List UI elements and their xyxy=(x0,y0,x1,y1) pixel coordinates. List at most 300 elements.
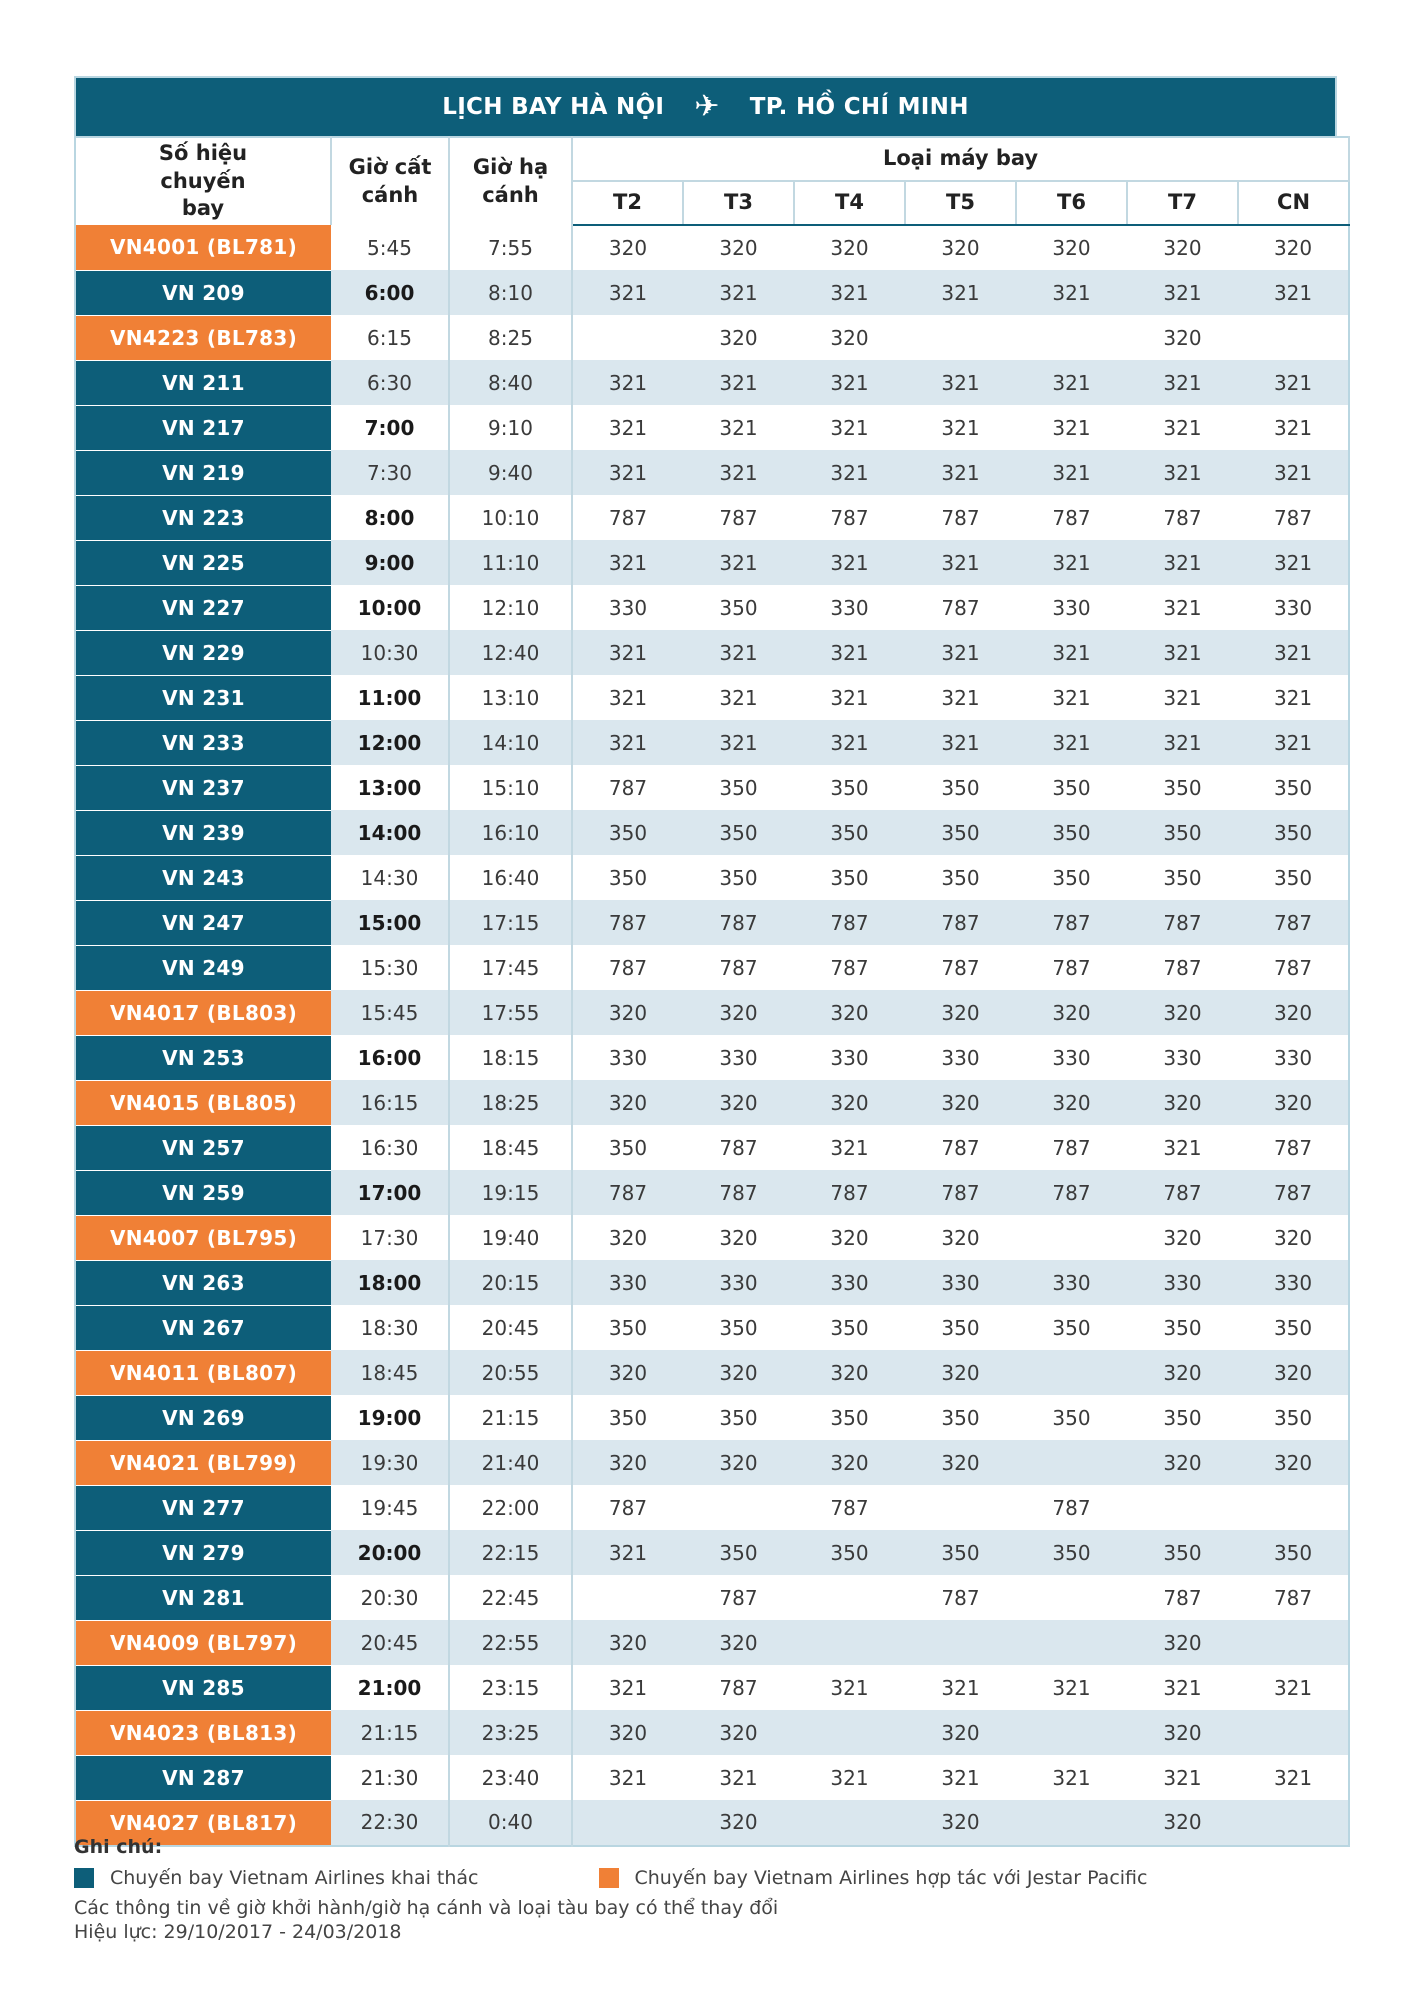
flight-number-cell: VN 269 xyxy=(75,1395,331,1440)
aircraft-cell-cn: 787 xyxy=(1238,1575,1349,1620)
aircraft-cell-t3: 787 xyxy=(683,945,794,990)
aircraft-cell-t5: 321 xyxy=(905,675,1016,720)
table-row xyxy=(75,855,1349,900)
arrival-time-cell: 15:10 xyxy=(449,765,572,810)
aircraft-cell-t3: 321 xyxy=(683,405,794,450)
arrival-time-cell: 12:10 xyxy=(449,585,572,630)
departure-time-cell: 9:00 xyxy=(331,540,449,585)
aircraft-cell-t7: 321 xyxy=(1127,360,1238,405)
aircraft-cell-t2: 321 xyxy=(572,1530,683,1575)
aircraft-cell-t2: 321 xyxy=(572,1665,683,1710)
aircraft-cell-cn: 350 xyxy=(1238,1395,1349,1440)
table-row xyxy=(75,1350,1349,1395)
aircraft-cell-t3: 321 xyxy=(683,630,794,675)
aircraft-cell-t7: 320 xyxy=(1127,1080,1238,1125)
aircraft-cell-cn: 321 xyxy=(1238,1665,1349,1710)
aircraft-cell-t7: 320 xyxy=(1127,1440,1238,1485)
aircraft-cell-t5: 787 xyxy=(905,1170,1016,1215)
aircraft-cell-t4: 321 xyxy=(794,630,905,675)
header-arrival xyxy=(449,137,572,225)
aircraft-cell-t6: 787 xyxy=(1016,1485,1127,1530)
flight-schedule-table xyxy=(74,136,1350,1847)
flight-number-cell: VN 229 xyxy=(75,630,331,675)
schedule-title-bar xyxy=(74,76,1337,136)
header-day-t6: T6 xyxy=(1016,181,1127,225)
aircraft-cell-t6 xyxy=(1016,1575,1127,1620)
table-row xyxy=(75,225,1349,270)
aircraft-cell-t4: 330 xyxy=(794,1260,905,1305)
aircraft-cell-cn: 321 xyxy=(1238,630,1349,675)
aircraft-cell-t4: 787 xyxy=(794,495,905,540)
aircraft-cell-t3: 787 xyxy=(683,495,794,540)
arrival-time-cell: 13:10 xyxy=(449,675,572,720)
table-row xyxy=(75,1125,1349,1170)
table-row xyxy=(75,1395,1349,1440)
aircraft-cell-t4 xyxy=(794,1575,905,1620)
table-row xyxy=(75,1035,1349,1080)
aircraft-cell-t4: 321 xyxy=(794,1755,905,1800)
flight-number-cell: VN 217 xyxy=(75,405,331,450)
table-row xyxy=(75,315,1349,360)
departure-time-cell: 18:30 xyxy=(331,1305,449,1350)
table-row xyxy=(75,270,1349,315)
aircraft-cell-cn: 321 xyxy=(1238,360,1349,405)
flight-number-cell: VN 231 xyxy=(75,675,331,720)
aircraft-cell-t6: 787 xyxy=(1016,945,1127,990)
aircraft-cell-t7: 321 xyxy=(1127,720,1238,765)
departure-time-cell: 16:00 xyxy=(331,1035,449,1080)
flight-number-cell: VN4011 (BL807) xyxy=(75,1350,331,1395)
table-row xyxy=(75,810,1349,855)
table-row xyxy=(75,495,1349,540)
aircraft-cell-t7: 321 xyxy=(1127,270,1238,315)
aircraft-cell-t5 xyxy=(905,1620,1016,1665)
aircraft-cell-cn: 787 xyxy=(1238,1170,1349,1215)
aircraft-cell-t5: 321 xyxy=(905,540,1016,585)
arrival-time-cell: 8:10 xyxy=(449,270,572,315)
aircraft-cell-t4: 321 xyxy=(794,1125,905,1170)
aircraft-cell-cn: 787 xyxy=(1238,945,1349,990)
table-row xyxy=(75,1305,1349,1350)
aircraft-cell-t3: 320 xyxy=(683,1440,794,1485)
aircraft-cell-t5: 350 xyxy=(905,1530,1016,1575)
aircraft-cell-t3: 321 xyxy=(683,360,794,405)
aircraft-cell-t5: 320 xyxy=(905,1080,1016,1125)
aircraft-cell-t3: 321 xyxy=(683,720,794,765)
table-row xyxy=(75,675,1349,720)
flight-number-cell: VN 237 xyxy=(75,765,331,810)
aircraft-cell-t7: 320 xyxy=(1127,225,1238,270)
departure-time-cell: 20:30 xyxy=(331,1575,449,1620)
departure-time-cell: 15:45 xyxy=(331,990,449,1035)
aircraft-cell-cn xyxy=(1238,315,1349,360)
flight-number-cell: VN 219 xyxy=(75,450,331,495)
aircraft-cell-t7: 321 xyxy=(1127,1665,1238,1710)
aircraft-cell-t2: 321 xyxy=(572,270,683,315)
flight-number-cell: VN 249 xyxy=(75,945,331,990)
legend-label-vietnam-airlines: Chuyến bay Vietnam Airlines khai thác xyxy=(110,1867,479,1889)
arrival-time-cell: 9:10 xyxy=(449,405,572,450)
aircraft-cell-t5: 321 xyxy=(905,405,1016,450)
aircraft-cell-t3: 320 xyxy=(683,1620,794,1665)
aircraft-cell-t6: 321 xyxy=(1016,405,1127,450)
header-flight-number xyxy=(75,137,331,225)
aircraft-cell-cn: 787 xyxy=(1238,1125,1349,1170)
table-row xyxy=(75,1755,1349,1800)
table-row xyxy=(75,450,1349,495)
arrival-time-cell: 20:45 xyxy=(449,1305,572,1350)
aircraft-cell-t2: 787 xyxy=(572,1170,683,1215)
flight-number-cell: VN4001 (BL781) xyxy=(75,225,331,270)
arrival-time-cell: 21:40 xyxy=(449,1440,572,1485)
aircraft-cell-t4: 350 xyxy=(794,855,905,900)
aircraft-cell-t2: 321 xyxy=(572,720,683,765)
aircraft-cell-t3: 350 xyxy=(683,1530,794,1575)
departure-time-cell: 17:00 xyxy=(331,1170,449,1215)
aircraft-cell-cn: 350 xyxy=(1238,855,1349,900)
aircraft-cell-cn: 321 xyxy=(1238,675,1349,720)
aircraft-cell-t6: 787 xyxy=(1016,1125,1127,1170)
arrival-time-cell: 23:40 xyxy=(449,1755,572,1800)
aircraft-cell-t2: 320 xyxy=(572,1215,683,1260)
legend-item-jetstar xyxy=(599,1867,1148,1889)
aircraft-cell-t4: 320 xyxy=(794,315,905,360)
aircraft-cell-t3: 350 xyxy=(683,810,794,855)
aircraft-cell-t3: 321 xyxy=(683,1755,794,1800)
aircraft-cell-t7: 787 xyxy=(1127,1170,1238,1215)
departure-time-cell: 7:00 xyxy=(331,405,449,450)
aircraft-cell-t6: 321 xyxy=(1016,540,1127,585)
aircraft-cell-cn: 321 xyxy=(1238,450,1349,495)
aircraft-cell-t5: 320 xyxy=(905,1440,1016,1485)
flight-number-cell: VN4023 (BL813) xyxy=(75,1710,331,1755)
aircraft-cell-t5: 320 xyxy=(905,1710,1016,1755)
aircraft-cell-t4: 321 xyxy=(794,540,905,585)
arrival-time-cell: 23:15 xyxy=(449,1665,572,1710)
flight-number-cell: VN 281 xyxy=(75,1575,331,1620)
aircraft-cell-t2: 350 xyxy=(572,1305,683,1350)
flight-number-cell: VN4007 (BL795) xyxy=(75,1215,331,1260)
arrival-time-cell: 17:45 xyxy=(449,945,572,990)
departure-time-cell: 11:00 xyxy=(331,675,449,720)
header-day-t5: T5 xyxy=(905,181,1016,225)
aircraft-cell-t4: 350 xyxy=(794,810,905,855)
flight-number-cell: VN4027 (BL817) xyxy=(75,1800,331,1846)
table-row xyxy=(75,1260,1349,1305)
aircraft-cell-t5: 320 xyxy=(905,225,1016,270)
aircraft-cell-cn: 350 xyxy=(1238,1530,1349,1575)
aircraft-cell-t2: 321 xyxy=(572,405,683,450)
flight-number-cell: VN 223 xyxy=(75,495,331,540)
aircraft-cell-t7: 321 xyxy=(1127,585,1238,630)
departure-time-cell: 20:00 xyxy=(331,1530,449,1575)
aircraft-cell-t4: 320 xyxy=(794,1215,905,1260)
aircraft-cell-t5 xyxy=(905,1485,1016,1530)
aircraft-cell-t7: 321 xyxy=(1127,540,1238,585)
header-day-cn: CN xyxy=(1238,181,1349,225)
aircraft-cell-t4: 320 xyxy=(794,1350,905,1395)
aircraft-cell-cn: 320 xyxy=(1238,1080,1349,1125)
aircraft-cell-t5: 321 xyxy=(905,270,1016,315)
table-row xyxy=(75,1080,1349,1125)
aircraft-cell-t4: 787 xyxy=(794,1170,905,1215)
validity-text: Hiệu lực: 29/10/2017 - 24/03/2018 xyxy=(74,1921,402,1943)
header-day-t4: T4 xyxy=(794,181,905,225)
arrival-time-cell: 22:55 xyxy=(449,1620,572,1665)
aircraft-cell-t3: 320 xyxy=(683,1350,794,1395)
aircraft-cell-t5: 787 xyxy=(905,1125,1016,1170)
arrival-time-cell: 19:15 xyxy=(449,1170,572,1215)
aircraft-cell-t4: 321 xyxy=(794,270,905,315)
aircraft-cell-cn: 350 xyxy=(1238,765,1349,810)
aircraft-cell-t2: 787 xyxy=(572,900,683,945)
aircraft-cell-t5: 321 xyxy=(905,360,1016,405)
table-row xyxy=(75,720,1349,765)
aircraft-cell-t3: 320 xyxy=(683,1080,794,1125)
arrival-time-cell: 22:00 xyxy=(449,1485,572,1530)
aircraft-cell-t4: 330 xyxy=(794,1035,905,1080)
arrival-time-cell: 17:55 xyxy=(449,990,572,1035)
aircraft-cell-t6: 321 xyxy=(1016,1665,1127,1710)
arrival-time-cell: 11:10 xyxy=(449,540,572,585)
aircraft-cell-t2: 321 xyxy=(572,450,683,495)
table-row xyxy=(75,540,1349,585)
aircraft-cell-t6: 350 xyxy=(1016,1305,1127,1350)
aircraft-cell-t7: 330 xyxy=(1127,1260,1238,1305)
aircraft-cell-t6: 321 xyxy=(1016,675,1127,720)
aircraft-cell-t4: 321 xyxy=(794,675,905,720)
aircraft-cell-t3: 350 xyxy=(683,765,794,810)
aircraft-cell-t4 xyxy=(794,1620,905,1665)
flight-number-cell: VN 287 xyxy=(75,1755,331,1800)
schedule-body xyxy=(75,225,1349,1846)
table-row xyxy=(75,1620,1349,1665)
flight-number-cell: VN 277 xyxy=(75,1485,331,1530)
aircraft-cell-t7: 350 xyxy=(1127,1305,1238,1350)
aircraft-cell-t6 xyxy=(1016,1215,1127,1260)
departure-time-cell: 19:00 xyxy=(331,1395,449,1440)
aircraft-cell-t2: 320 xyxy=(572,1620,683,1665)
table-row xyxy=(75,1710,1349,1755)
aircraft-cell-t2: 330 xyxy=(572,585,683,630)
arrival-time-cell: 10:10 xyxy=(449,495,572,540)
aircraft-cell-t6: 321 xyxy=(1016,630,1127,675)
aircraft-cell-t3: 787 xyxy=(683,1665,794,1710)
aircraft-cell-t7: 330 xyxy=(1127,1035,1238,1080)
aircraft-cell-t6: 321 xyxy=(1016,450,1127,495)
aircraft-cell-cn: 330 xyxy=(1238,1260,1349,1305)
flight-number-cell: VN 253 xyxy=(75,1035,331,1080)
aircraft-cell-t3: 321 xyxy=(683,675,794,720)
header-aircraft-type: Loại máy bay xyxy=(572,137,1349,181)
aircraft-cell-t2: 350 xyxy=(572,1125,683,1170)
aircraft-cell-t2: 321 xyxy=(572,540,683,585)
aircraft-cell-t2: 350 xyxy=(572,855,683,900)
table-row xyxy=(75,1170,1349,1215)
aircraft-cell-t5: 321 xyxy=(905,1665,1016,1710)
aircraft-cell-t5: 330 xyxy=(905,1035,1016,1080)
aircraft-cell-t4: 350 xyxy=(794,1305,905,1350)
aircraft-cell-cn: 320 xyxy=(1238,1440,1349,1485)
aircraft-cell-t7: 321 xyxy=(1127,675,1238,720)
aircraft-cell-t3: 330 xyxy=(683,1260,794,1305)
aircraft-cell-t6 xyxy=(1016,1350,1127,1395)
departure-time-cell: 6:30 xyxy=(331,360,449,405)
departure-time-cell: 6:00 xyxy=(331,270,449,315)
aircraft-cell-t6: 321 xyxy=(1016,360,1127,405)
aircraft-cell-t5: 787 xyxy=(905,495,1016,540)
flight-number-cell: VN 279 xyxy=(75,1530,331,1575)
aircraft-cell-t4: 321 xyxy=(794,405,905,450)
flight-number-cell: VN 257 xyxy=(75,1125,331,1170)
aircraft-cell-t7: 321 xyxy=(1127,405,1238,450)
legend-swatch-vietnam-airlines xyxy=(74,1868,94,1888)
table-row xyxy=(75,1485,1349,1530)
arrival-time-cell: 17:15 xyxy=(449,900,572,945)
flight-number-cell: VN 285 xyxy=(75,1665,331,1710)
arrival-time-cell: 20:55 xyxy=(449,1350,572,1395)
arrival-time-cell: 0:40 xyxy=(449,1800,572,1846)
aircraft-cell-t5: 787 xyxy=(905,1575,1016,1620)
aircraft-cell-t2: 787 xyxy=(572,945,683,990)
aircraft-cell-t3: 787 xyxy=(683,900,794,945)
flight-number-cell: VN 233 xyxy=(75,720,331,765)
aircraft-cell-t2: 320 xyxy=(572,1440,683,1485)
aircraft-cell-t7: 321 xyxy=(1127,1125,1238,1170)
aircraft-cell-t3 xyxy=(683,1485,794,1530)
departure-time-cell: 22:30 xyxy=(331,1800,449,1846)
flight-number-cell: VN 227 xyxy=(75,585,331,630)
aircraft-cell-t3: 321 xyxy=(683,540,794,585)
aircraft-cell-t7: 320 xyxy=(1127,1350,1238,1395)
aircraft-cell-t4: 320 xyxy=(794,990,905,1035)
aircraft-cell-t4 xyxy=(794,1710,905,1755)
aircraft-cell-t3: 330 xyxy=(683,1035,794,1080)
aircraft-cell-t5: 350 xyxy=(905,765,1016,810)
departure-time-cell: 12:00 xyxy=(331,720,449,765)
aircraft-cell-t7: 321 xyxy=(1127,630,1238,675)
table-row xyxy=(75,945,1349,990)
departure-time-cell: 21:00 xyxy=(331,1665,449,1710)
arrival-time-cell: 18:45 xyxy=(449,1125,572,1170)
aircraft-cell-t6 xyxy=(1016,315,1127,360)
legend-item-vietnam-airlines xyxy=(74,1867,479,1889)
aircraft-cell-t4: 320 xyxy=(794,225,905,270)
arrival-time-cell: 22:45 xyxy=(449,1575,572,1620)
aircraft-cell-t2: 321 xyxy=(572,675,683,720)
arrival-time-cell: 16:40 xyxy=(449,855,572,900)
aircraft-cell-t7: 350 xyxy=(1127,765,1238,810)
aircraft-cell-t3: 320 xyxy=(683,1800,794,1846)
aircraft-cell-t5: 321 xyxy=(905,450,1016,495)
departure-time-cell: 19:45 xyxy=(331,1485,449,1530)
arrival-time-cell: 7:55 xyxy=(449,225,572,270)
header-day-t2: T2 xyxy=(572,181,683,225)
aircraft-cell-t7: 350 xyxy=(1127,810,1238,855)
aircraft-cell-t3: 321 xyxy=(683,270,794,315)
aircraft-cell-t7: 320 xyxy=(1127,315,1238,360)
aircraft-cell-cn: 320 xyxy=(1238,990,1349,1035)
aircraft-cell-t6: 787 xyxy=(1016,1170,1127,1215)
aircraft-cell-t3: 787 xyxy=(683,1575,794,1620)
aircraft-cell-cn: 320 xyxy=(1238,1215,1349,1260)
aircraft-cell-t5: 321 xyxy=(905,1755,1016,1800)
aircraft-cell-t3: 320 xyxy=(683,990,794,1035)
flight-number-cell: VN 243 xyxy=(75,855,331,900)
arrival-time-cell: 8:40 xyxy=(449,360,572,405)
title-destination: TP. HỒ CHÍ MINH xyxy=(749,94,969,120)
aircraft-cell-t3: 350 xyxy=(683,855,794,900)
legend-label-jetstar: Chuyến bay Vietnam Airlines hợp tác với Jestar Pacific xyxy=(634,1867,1148,1889)
departure-time-cell: 10:30 xyxy=(331,630,449,675)
aircraft-cell-t5: 321 xyxy=(905,630,1016,675)
aircraft-cell-t2: 321 xyxy=(572,630,683,675)
aircraft-cell-t4: 787 xyxy=(794,945,905,990)
aircraft-cell-t2: 787 xyxy=(572,1485,683,1530)
departure-time-cell: 14:00 xyxy=(331,810,449,855)
aircraft-cell-t6 xyxy=(1016,1710,1127,1755)
aircraft-cell-t7: 321 xyxy=(1127,1755,1238,1800)
aircraft-cell-t4: 787 xyxy=(794,900,905,945)
aircraft-cell-t5: 350 xyxy=(905,810,1016,855)
aircraft-cell-cn: 321 xyxy=(1238,270,1349,315)
aircraft-cell-t7: 787 xyxy=(1127,900,1238,945)
departure-time-cell: 15:30 xyxy=(331,945,449,990)
table-row xyxy=(75,900,1349,945)
departure-time-cell: 19:30 xyxy=(331,1440,449,1485)
flight-number-cell: VN 209 xyxy=(75,270,331,315)
aircraft-cell-t5: 350 xyxy=(905,1395,1016,1440)
aircraft-cell-cn: 330 xyxy=(1238,1035,1349,1080)
aircraft-cell-t3: 350 xyxy=(683,585,794,630)
arrival-time-cell: 18:15 xyxy=(449,1035,572,1080)
header-departure-label: Giờ cất cánh xyxy=(348,154,432,207)
legend-swatch-jetstar xyxy=(599,1868,619,1888)
aircraft-cell-t6: 320 xyxy=(1016,225,1127,270)
aircraft-cell-cn: 350 xyxy=(1238,810,1349,855)
aircraft-cell-t6: 321 xyxy=(1016,1755,1127,1800)
aircraft-cell-t2: 320 xyxy=(572,1710,683,1755)
notes-section xyxy=(74,1836,1337,1943)
aircraft-cell-t3: 320 xyxy=(683,315,794,360)
aircraft-cell-t4: 320 xyxy=(794,1440,905,1485)
aircraft-cell-t5: 350 xyxy=(905,855,1016,900)
departure-time-cell: 17:30 xyxy=(331,1215,449,1260)
table-row xyxy=(75,1440,1349,1485)
aircraft-cell-cn: 787 xyxy=(1238,495,1349,540)
aircraft-cell-t4: 350 xyxy=(794,1530,905,1575)
aircraft-cell-t7: 350 xyxy=(1127,855,1238,900)
aircraft-cell-t2: 320 xyxy=(572,1350,683,1395)
flight-number-cell: VN 267 xyxy=(75,1305,331,1350)
aircraft-cell-t2: 330 xyxy=(572,1260,683,1305)
table-row xyxy=(75,1215,1349,1260)
aircraft-cell-t6: 350 xyxy=(1016,1395,1127,1440)
aircraft-cell-t7 xyxy=(1127,1485,1238,1530)
table-row xyxy=(75,990,1349,1035)
aircraft-cell-cn: 330 xyxy=(1238,585,1349,630)
flight-number-cell: VN 259 xyxy=(75,1170,331,1215)
aircraft-cell-t3: 320 xyxy=(683,225,794,270)
title-origin: LỊCH BAY HÀ NỘI xyxy=(442,94,665,120)
table-row xyxy=(75,405,1349,450)
aircraft-cell-cn: 321 xyxy=(1238,1755,1349,1800)
table-row xyxy=(75,360,1349,405)
arrival-time-cell: 21:15 xyxy=(449,1395,572,1440)
arrival-time-cell: 12:40 xyxy=(449,630,572,675)
flight-number-cell: VN4223 (BL783) xyxy=(75,315,331,360)
aircraft-cell-t3: 321 xyxy=(683,450,794,495)
